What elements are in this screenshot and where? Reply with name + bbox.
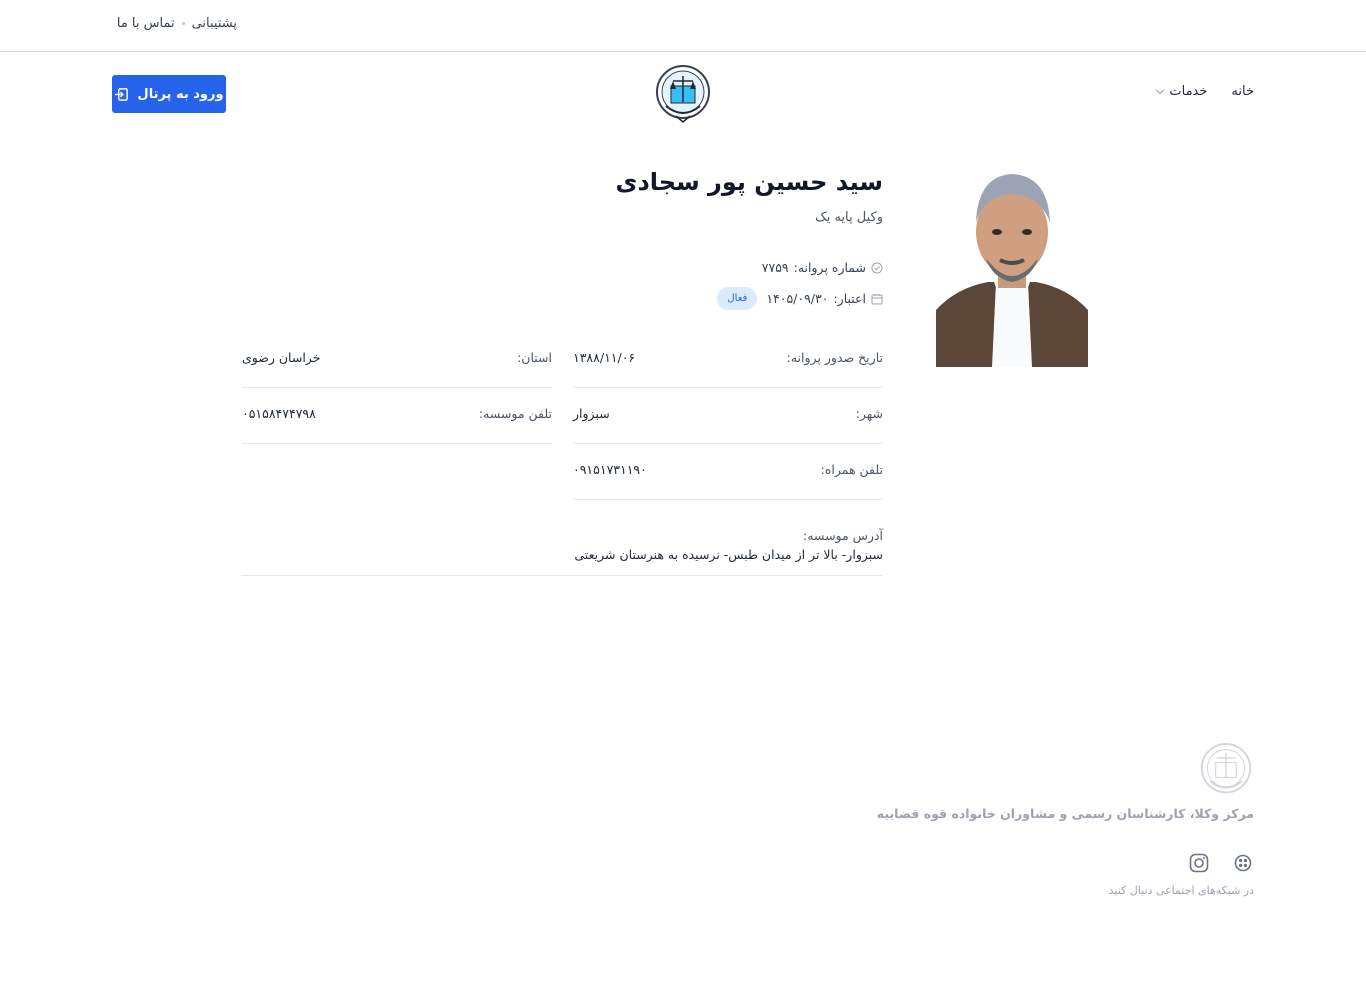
license-row (762, 260, 883, 275)
nav-services[interactable] (1157, 84, 1207, 99)
validity-label: اعتبار: (833, 291, 866, 306)
province-label: استان: (517, 350, 552, 365)
address-label: آدرس موسسه: (803, 528, 883, 543)
lawyer-title: وکیل پایه یک (815, 210, 883, 225)
footer-follow-text: در شبکه‌های اجتماعی دنبال کنید (1108, 884, 1254, 897)
city-label: شهر: (855, 406, 883, 421)
calendar-icon (871, 293, 883, 305)
province-value: خراسان رضوی (242, 350, 321, 365)
portal-login-label: ورود به پرتال (137, 86, 224, 102)
province-field (242, 332, 552, 388)
instagram-icon[interactable] (1188, 852, 1210, 874)
lawyer-name: سید حسین پور سجادی (615, 168, 883, 196)
chevron-down-icon (1156, 86, 1164, 94)
nav-home[interactable]: خانه (1231, 84, 1254, 99)
top-links (117, 16, 237, 31)
aparat-icon[interactable] (1232, 852, 1254, 874)
issue-date-field (573, 332, 883, 388)
office-phone-value: ۰۵۱۵۸۴۷۴۷۹۸ (242, 406, 316, 421)
license-label: شماره پروانه: (793, 260, 866, 275)
city-value: سبزوار (573, 406, 610, 421)
login-icon (114, 87, 129, 102)
social-links (1188, 852, 1254, 874)
validity-row (717, 287, 883, 310)
address-value: سبزوار- بالا تر از میدان طبس- نرسیده به هنرستان شریعتی (574, 547, 883, 562)
header (0, 52, 1366, 137)
city-field (573, 388, 883, 444)
support-link[interactable]: پشتیبانی (191, 16, 237, 31)
address-field (241, 516, 883, 576)
office-phone-field (242, 388, 552, 444)
top-bar (0, 0, 1366, 52)
mobile-value: ۰۹۱۵۱۷۳۱۱۹۰ (573, 462, 647, 477)
footer-logo (1199, 742, 1253, 798)
license-number: ۷۷۵۹ (761, 260, 789, 275)
issue-date-value: ۱۳۸۸/۱۱/۰۶ (573, 350, 636, 365)
mobile-field (573, 444, 883, 500)
nav-services-label: خدمات (1169, 84, 1208, 99)
status-badge: فعال (717, 287, 757, 310)
contact-link[interactable]: تماس با ما (116, 16, 175, 31)
portal-login-button[interactable] (112, 75, 226, 113)
lawyer-photo (936, 170, 1088, 367)
issue-date-label: تاریخ صدور پروانه: (786, 350, 883, 365)
office-phone-label: تلفن موسسه: (478, 406, 552, 421)
mobile-label: تلفن همراه: (820, 462, 883, 477)
validity-date: ۱۴۰۵/۰۹/۳۰ (766, 291, 829, 306)
link-separator (182, 22, 185, 25)
judiciary-logo[interactable] (654, 64, 712, 124)
footer-title: مرکز وکلا، کارشناسان رسمی و مشاوران خانواده قوه قضاییه (876, 806, 1254, 821)
check-circle-icon (871, 262, 883, 274)
main-nav (1157, 84, 1254, 99)
